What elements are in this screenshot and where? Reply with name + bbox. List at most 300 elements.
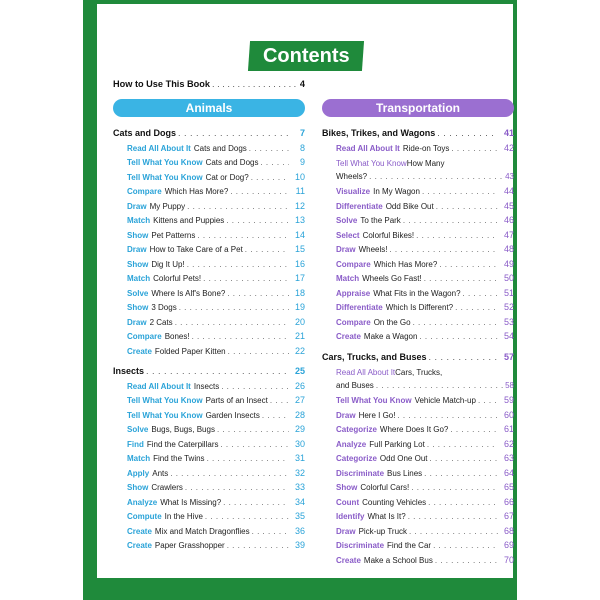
activity-page: 65: [503, 482, 514, 492]
activity-type: Create: [336, 332, 361, 341]
activity-page: 18: [294, 287, 305, 298]
activity-type: Compute: [127, 512, 162, 521]
activity-page: 9: [299, 157, 305, 167]
toc-entry[interactable]: [113, 215, 305, 230]
toc-entry-line1: [336, 157, 514, 172]
leader-dots: [416, 231, 498, 240]
activity-page: 20: [294, 316, 305, 327]
activity-title: Odd One Out: [379, 454, 428, 463]
activity-title: Find the Car: [387, 541, 432, 550]
leader-dots: [450, 425, 498, 434]
toc-entry[interactable]: [113, 273, 305, 288]
activity-title: Make a Wagon: [363, 332, 418, 341]
activity-title: Where Does It Go?: [379, 425, 449, 434]
activity-page: 58: [505, 380, 514, 390]
toc-entry[interactable]: [322, 526, 514, 541]
leader-dots: [179, 303, 289, 312]
leader-dots: [413, 318, 498, 327]
contents-page: [97, 4, 513, 578]
toc-entry[interactable]: [322, 497, 514, 512]
activity-page: 70: [503, 554, 514, 565]
activity-title: Cat or Dog?: [205, 172, 249, 182]
toc-entry[interactable]: [322, 317, 514, 332]
activity-page: 10: [294, 171, 305, 182]
toc-entry[interactable]: [113, 381, 305, 396]
activity-page: 8: [299, 142, 305, 153]
activity-type: Create: [336, 555, 361, 565]
activity-page: 60: [503, 409, 514, 420]
activity-page: 68: [503, 525, 514, 536]
section-title: Cars, Trucks, and Buses: [322, 351, 427, 362]
activity-page: 39: [294, 540, 305, 550]
activity-title: Wheels Go Fast!: [362, 274, 422, 283]
toc-entry[interactable]: [322, 259, 514, 274]
activity-page: 17: [294, 273, 305, 283]
animals-column: [113, 99, 305, 555]
toc-entry[interactable]: [113, 186, 305, 201]
leader-dots: [223, 498, 289, 507]
leader-dots: [409, 527, 498, 536]
activity-page: 52: [503, 302, 514, 312]
activity-type: Match: [127, 274, 151, 283]
section-page: 7: [299, 128, 305, 138]
toc-entry[interactable]: [113, 288, 305, 303]
toc-entry[interactable]: [322, 186, 514, 201]
activity-type: Draw: [336, 410, 356, 420]
leader-dots: [451, 144, 498, 153]
activity-title: How to Take Care of a Pet: [149, 245, 243, 254]
activity-page: 53: [503, 316, 514, 327]
activity-page: 28: [294, 409, 305, 420]
toc-entry[interactable]: [322, 555, 514, 570]
activity-type: Match: [127, 454, 151, 463]
activity-page: 12: [294, 200, 305, 211]
toc-entry[interactable]: [322, 439, 514, 454]
activity-title: Cats and Dogs: [205, 158, 259, 167]
activity-type: Compare: [127, 332, 162, 341]
toc-entry[interactable]: [113, 410, 305, 425]
activity-page: 34: [294, 496, 305, 507]
activity-title: 2 Cats: [149, 317, 173, 327]
leader-dots: [187, 202, 289, 211]
leader-dots: [463, 289, 498, 298]
leader-dots: [251, 173, 289, 182]
activity-page: 35: [294, 511, 305, 521]
leader-dots: [220, 440, 289, 449]
toc-entry[interactable]: [322, 540, 514, 555]
toc-entry[interactable]: [113, 346, 305, 361]
toc-entry[interactable]: [113, 317, 305, 332]
activity-type: Create: [127, 541, 152, 550]
activity-type: Read All About It: [336, 368, 396, 377]
section-page: 25: [294, 366, 305, 376]
activity-title: Odd Bike Out: [385, 201, 434, 211]
activity-page: 31: [294, 453, 305, 463]
activity-page: 27: [294, 395, 305, 405]
section-title: Cats and Dogs: [113, 128, 177, 138]
activity-type: Create: [127, 526, 152, 536]
section-title: Bikes, Trikes, and Wagons: [322, 128, 436, 138]
activity-page: 36: [294, 525, 305, 536]
activity-title: Bugs, Bugs, Bugs: [151, 425, 215, 434]
activity-page: 64: [503, 467, 514, 478]
activity-title: Kittens and Puppies: [153, 216, 225, 225]
activity-page: 50: [503, 273, 514, 283]
section-page: 57: [503, 351, 514, 362]
leader-dots: [197, 231, 289, 240]
activity-page: 48: [503, 244, 514, 254]
toc-entry[interactable]: [322, 410, 514, 425]
activity-type: Draw: [127, 245, 147, 254]
leader-dots: [429, 352, 498, 362]
activity-type: Show: [127, 230, 149, 240]
leader-dots: [203, 274, 289, 283]
activity-type: Find: [127, 439, 144, 449]
activity-type: Show: [336, 483, 358, 492]
activity-title: Colorful Pets!: [153, 274, 202, 283]
activity-page: 61: [503, 424, 514, 434]
toc-entry-line2: [336, 172, 514, 187]
leader-dots: [262, 411, 289, 420]
toc-entry[interactable]: [322, 302, 514, 317]
toc-entry[interactable]: [322, 230, 514, 245]
leader-dots: [428, 498, 498, 507]
toc-entry[interactable]: [322, 288, 514, 303]
activity-title: Ride-on Toys: [402, 143, 450, 153]
activity-type: Match: [127, 216, 151, 225]
activity-type: Draw: [127, 317, 147, 327]
activity-title: Mix and Match Dragonflies: [154, 526, 250, 536]
leader-dots: [192, 332, 289, 341]
toc-entry[interactable]: [113, 331, 305, 346]
activity-title: Pick-up Truck: [358, 526, 408, 536]
toc-entry[interactable]: [322, 157, 514, 186]
activity-title: Colorful Cars!: [360, 483, 410, 492]
activity-title: Cats and Dogs: [193, 143, 247, 153]
activity-page: 47: [503, 229, 514, 240]
toc-entry[interactable]: [322, 331, 514, 346]
toc-entry-line1: [336, 366, 514, 381]
toc-entry[interactable]: [322, 143, 514, 158]
toc-entry[interactable]: [322, 395, 514, 410]
activity-type: Show: [127, 259, 149, 269]
activity-page: 13: [294, 215, 305, 225]
toc-entry[interactable]: [322, 215, 514, 230]
activity-page: 19: [294, 302, 305, 312]
toc-entry[interactable]: [113, 482, 305, 497]
page-title-text: Contents: [262, 44, 350, 67]
activity-type: Count: [336, 497, 360, 507]
activity-type: Create: [127, 346, 152, 356]
activity-page: 21: [294, 331, 305, 341]
toc-entry[interactable]: [322, 366, 514, 395]
toc-entry[interactable]: [113, 157, 305, 172]
toc-entry[interactable]: [113, 424, 305, 439]
activity-type: Show: [127, 483, 149, 492]
activity-title: What Is Missing?: [160, 497, 222, 507]
leader-dots: [227, 289, 289, 298]
toc-entry[interactable]: [113, 244, 305, 259]
leader-dots: [228, 347, 289, 356]
activity-title: Bones!: [164, 332, 190, 341]
activity-type: Match: [336, 274, 360, 283]
leader-dots: [170, 469, 289, 478]
leader-dots: [212, 79, 298, 89]
toc-entry[interactable]: [322, 244, 514, 259]
activity-page: 42: [503, 142, 514, 153]
activity-type: Visualize: [336, 187, 371, 196]
activity-page: 26: [294, 380, 305, 391]
activity-title: Bus Lines: [387, 468, 423, 478]
section-page: 41: [503, 128, 514, 138]
activity-title: Folded Paper Kitten: [154, 346, 226, 356]
activity-title: Which Is Different?: [385, 303, 454, 312]
toc-entry[interactable]: [322, 453, 514, 468]
transportation-banner: Transportation: [322, 99, 514, 117]
how-to-use-entry[interactable]: [113, 79, 305, 89]
leader-dots: [430, 454, 499, 463]
section-heading[interactable]: [113, 366, 305, 381]
activity-type: Read All About It: [336, 143, 400, 153]
activity-title-cont: Wheels?: [336, 171, 368, 181]
activity-type: Solve: [336, 216, 358, 225]
activity-page: 32: [294, 467, 305, 478]
activity-type: Draw: [336, 245, 356, 254]
activity-type: Analyze: [127, 497, 158, 507]
toc-entry[interactable]: [322, 468, 514, 483]
activity-title: In the Hive: [164, 512, 203, 521]
activity-title: What Fits in the Wagon?: [373, 288, 461, 298]
leader-dots: [205, 512, 289, 521]
activity-page: 43: [505, 171, 514, 181]
activity-page: 22: [294, 345, 305, 356]
activity-page: 51: [503, 287, 514, 298]
toc-entry[interactable]: [113, 540, 305, 555]
leader-dots: [227, 541, 289, 550]
toc-entry[interactable]: [322, 482, 514, 497]
activity-type: Tell What You Know: [127, 410, 203, 420]
activity-page: 14: [294, 229, 305, 240]
activity-type: Discriminate: [336, 541, 385, 550]
leader-dots: [439, 260, 498, 269]
leader-dots: [207, 454, 289, 463]
activity-type: Differentiate: [336, 303, 383, 312]
toc-entry[interactable]: [113, 230, 305, 245]
frame-bottom: [83, 578, 517, 600]
activity-title: Wheels!: [358, 245, 388, 254]
leader-dots: [217, 425, 289, 434]
leader-dots: [424, 274, 498, 283]
activity-page: 44: [503, 186, 514, 196]
leader-dots: [408, 512, 498, 521]
toc-entry[interactable]: [113, 395, 305, 410]
activity-type: Discriminate: [336, 468, 385, 478]
activity-type: Categorize: [336, 454, 377, 463]
toc-entry[interactable]: [113, 172, 305, 187]
toc-entry-line2: [336, 381, 514, 396]
leader-dots: [455, 303, 498, 312]
leader-dots: [146, 366, 289, 376]
activity-type: Read All About It: [127, 381, 191, 391]
activity-type: Compare: [336, 317, 371, 327]
activity-title: Find the Twins: [153, 454, 205, 463]
activity-type: Read All About It: [127, 143, 191, 153]
activity-title: Which Has More?: [164, 187, 229, 196]
activity-title: Pet Patterns: [151, 230, 196, 240]
transportation-column: [322, 99, 514, 569]
activity-title: Insects: [193, 381, 220, 391]
activity-title: Which Has More?: [373, 259, 438, 269]
animals-banner: Animals: [113, 99, 305, 117]
activity-page: 33: [294, 482, 305, 492]
activity-type: Solve: [127, 288, 149, 298]
activity-page: 62: [503, 438, 514, 449]
activity-title: Full Parking Lot: [369, 439, 425, 449]
activity-type: Identify: [336, 512, 365, 521]
activity-type: Tell What You Know: [127, 158, 203, 167]
activity-type: Analyze: [336, 439, 367, 449]
leader-dots: [226, 216, 289, 225]
frame-left: [83, 0, 97, 600]
toc-entry[interactable]: [113, 526, 305, 541]
toc-entry[interactable]: [113, 201, 305, 216]
activity-page: 63: [503, 453, 514, 463]
toc-entry[interactable]: [113, 439, 305, 454]
activity-page: 45: [503, 200, 514, 211]
activity-page: 30: [294, 438, 305, 449]
activity-type: Select: [336, 230, 360, 240]
leader-dots: [369, 172, 503, 181]
toc-entry[interactable]: [113, 302, 305, 317]
activity-page: 66: [503, 496, 514, 507]
activity-page: 11: [295, 186, 305, 196]
leader-dots: [389, 245, 498, 254]
leader-dots: [221, 382, 289, 391]
activity-type: Categorize: [336, 425, 377, 434]
activity-title: Make a School Bus: [363, 555, 433, 565]
leader-dots: [252, 527, 289, 536]
leader-dots: [433, 541, 498, 550]
activity-page: 69: [503, 540, 514, 550]
activity-title: In My Wagon: [373, 187, 420, 196]
activity-title: How Many: [406, 159, 445, 168]
activity-title: Garden Insects: [205, 410, 260, 420]
activity-title: What Is It?: [367, 512, 406, 521]
leader-dots: [422, 187, 498, 196]
activity-type: Show: [127, 303, 149, 312]
activity-title: Ants: [152, 468, 169, 478]
leader-dots: [187, 260, 289, 269]
leader-dots: [424, 469, 498, 478]
activity-title: Colorful Bikes!: [362, 230, 415, 240]
page-title: [248, 41, 364, 71]
activity-title: Crawlers: [151, 483, 183, 492]
leader-dots: [437, 128, 498, 138]
activity-type: Tell What You Know: [336, 159, 407, 168]
toc-entry[interactable]: [113, 497, 305, 512]
toc-entry[interactable]: [322, 511, 514, 526]
activity-page: 46: [503, 215, 514, 225]
section-heading[interactable]: [322, 352, 514, 367]
leader-dots: [249, 144, 289, 153]
activity-title: On the Go: [373, 317, 411, 327]
activity-title: Vehicle Match-up: [414, 396, 476, 405]
leader-dots: [178, 128, 289, 138]
leader-dots: [419, 332, 498, 341]
toc-entry[interactable]: [113, 259, 305, 274]
activity-page: 67: [503, 511, 514, 521]
activity-type: Apply: [127, 468, 150, 478]
leader-dots: [478, 396, 498, 405]
activity-title: Counting Vehicles: [362, 497, 427, 507]
activity-type: Differentiate: [336, 201, 383, 211]
toc-entry[interactable]: [113, 511, 305, 526]
section-heading[interactable]: [322, 128, 514, 143]
section-title: Insects: [113, 366, 145, 376]
how-to-use-label: How to Use This Book: [113, 79, 210, 89]
activity-type: Compare: [336, 259, 371, 269]
leader-dots: [260, 158, 289, 167]
leader-dots: [175, 318, 289, 327]
toc-entry[interactable]: [113, 453, 305, 468]
activity-title: 3 Dogs: [151, 303, 177, 312]
activity-title: Paper Grasshopper: [154, 541, 225, 550]
activity-title: Dig It Up!: [151, 259, 185, 269]
leader-dots: [411, 483, 498, 492]
activity-type: Tell What You Know: [127, 172, 203, 182]
toc-entry[interactable]: [322, 424, 514, 439]
activity-title: Find the Caterpillars: [146, 439, 219, 449]
activity-page: 29: [294, 424, 305, 434]
activity-type: Draw: [336, 526, 356, 536]
leader-dots: [245, 245, 289, 254]
activity-title: Here I Go!: [358, 410, 396, 420]
leader-dots: [427, 440, 498, 449]
activity-title-cont: and Buses: [336, 380, 374, 390]
leader-dots: [376, 381, 503, 390]
toc-entry[interactable]: [113, 143, 305, 158]
activity-page: 15: [294, 244, 305, 254]
leader-dots: [403, 216, 498, 225]
activity-type: Tell What You Know: [127, 396, 203, 405]
leader-dots: [270, 396, 289, 405]
leader-dots: [435, 556, 498, 565]
activity-page: 59: [503, 395, 514, 405]
leader-dots: [230, 187, 289, 196]
toc-entry[interactable]: [113, 468, 305, 483]
activity-title: Cars, Trucks,: [395, 368, 443, 377]
activity-title: My Puppy: [149, 201, 186, 211]
activity-title: Parts of an Insect: [205, 396, 268, 405]
toc-entry[interactable]: [322, 273, 514, 288]
activity-page: 54: [503, 331, 514, 341]
activity-page: 49: [503, 258, 514, 269]
leader-dots: [436, 202, 498, 211]
section-heading[interactable]: [113, 128, 305, 143]
leader-dots: [397, 411, 498, 420]
how-to-use-page: 4: [299, 79, 305, 89]
toc-entry[interactable]: [322, 201, 514, 216]
activity-type: Tell What You Know: [336, 396, 412, 405]
activity-page: 16: [294, 258, 305, 269]
activity-title: To the Park: [360, 216, 401, 225]
leader-dots: [185, 483, 289, 492]
activity-type: Draw: [127, 201, 147, 211]
activity-type: Solve: [127, 425, 149, 434]
activity-type: Compare: [127, 187, 162, 196]
activity-type: Appraise: [336, 288, 371, 298]
activity-title: Where Is Alf's Bone?: [151, 288, 226, 298]
